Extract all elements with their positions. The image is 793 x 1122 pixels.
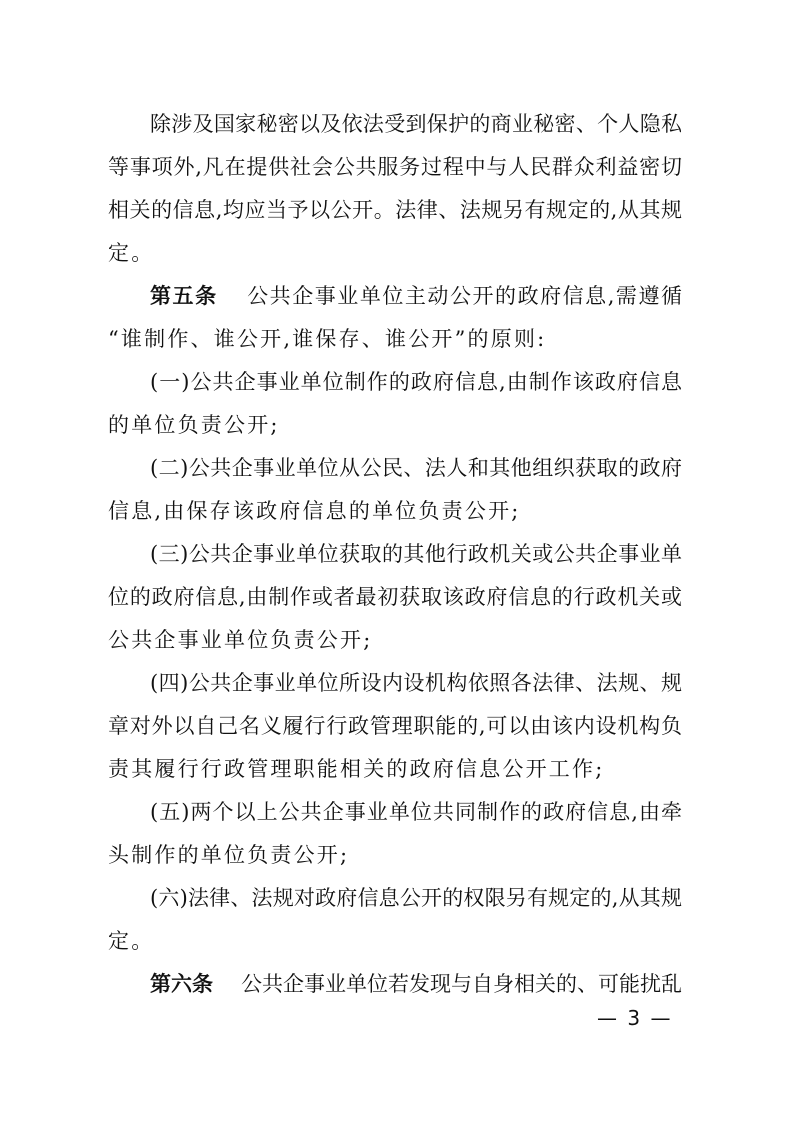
body-line: 责其履行行政管理职能相关的政府信息公开工作; (108, 757, 605, 781)
body-line: 相关的信息,均应当予以公开。法律、法规另有规定的,从其规 (108, 198, 682, 222)
article-line (150, 967, 682, 1001)
body-line: 的单位负责公开; (108, 413, 280, 437)
body-line: (四)公共企事业单位所设内设机构依照各法律、法规、规 (150, 671, 682, 695)
body-line: (六)法律、法规对政府信息公开的权限另有规定的,从其规 (150, 886, 682, 910)
body-line: 等事项外,凡在提供社会公共服务过程中与人民群众利益密切 (108, 155, 682, 179)
body-line: (二)公共企事业单位从公民、法人和其他组织获取的政府 (150, 456, 682, 480)
body-line: 信息,由保存该政府信息的单位负责公开; (108, 499, 521, 523)
body-line: 定。 (108, 929, 155, 953)
body-line: (一)公共企事业单位制作的政府信息,由制作该政府信息 (150, 370, 682, 394)
page-number: — 3 — (597, 1006, 673, 1030)
body-line: 除涉及国家秘密以及依法受到保护的商业秘密、个人隐私 (150, 112, 682, 136)
article-text: 公共企事业单位若发现与自身相关的、可能扰乱 (241, 972, 682, 996)
article-heading: 第五条 (150, 284, 218, 308)
body-line: (五)两个以上公共企事业单位共同制作的政府信息,由牵 (150, 800, 682, 824)
body-line: 章对外以自己名义履行行政管理职能的,可以由该内设机构负 (108, 714, 682, 738)
body-line: 头制作的单位负责公开; (108, 843, 350, 867)
article-text: 公共企事业单位主动公开的政府信息,需遵循 (245, 284, 682, 308)
body-line: 位的政府信息,由制作或者最初获取该政府信息的行政机关或 (108, 585, 682, 609)
article-line (150, 279, 682, 313)
article-heading: 第六条 (150, 972, 213, 996)
body-line: 定。 (108, 241, 155, 265)
body-line: 公共企事业单位负责公开; (108, 628, 373, 652)
body-line: “谁制作、谁公开,谁保存、谁公开”的原则: (108, 327, 547, 351)
body-line: (三)公共企事业单位获取的其他行政机关或公共企事业单 (150, 542, 682, 566)
